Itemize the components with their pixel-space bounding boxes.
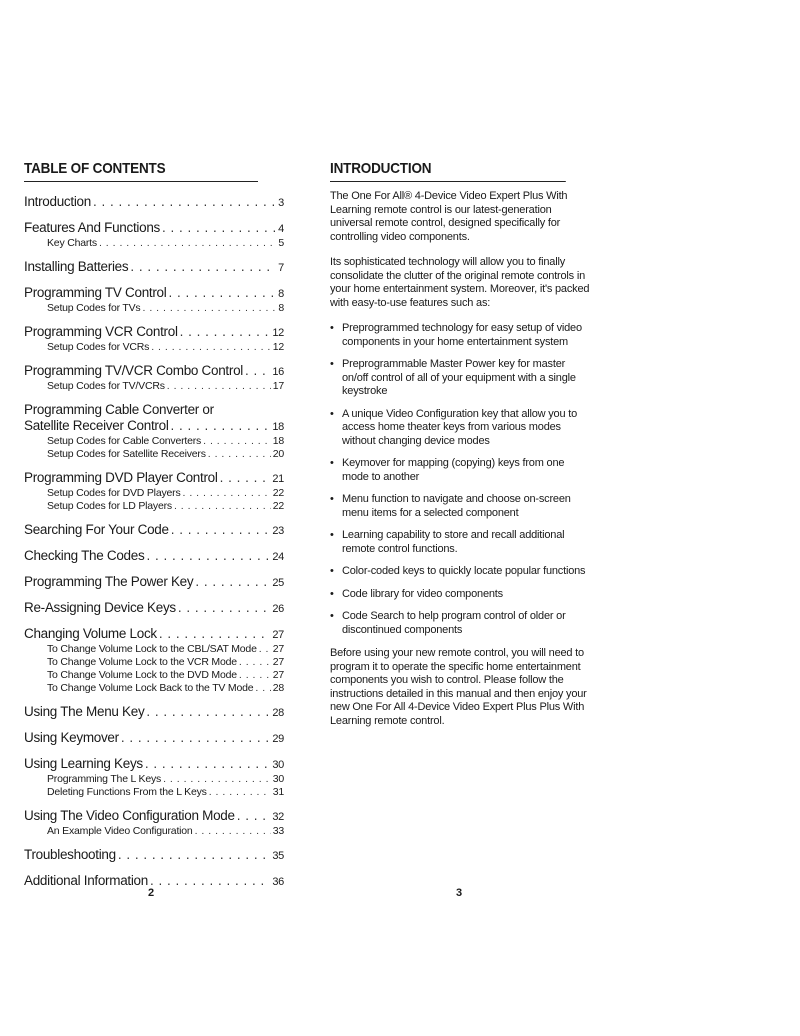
- toc-entry-title: Introduction: [24, 194, 91, 209]
- dot-leader: [195, 825, 271, 838]
- feature-list-item: [330, 358, 592, 399]
- toc-page-number: 22: [272, 500, 284, 512]
- toc-entry-title: Setup Codes for TV/VCRs: [47, 380, 165, 392]
- toc-heading: TABLE OF CONTENTS: [24, 160, 258, 182]
- dot-leader: [259, 643, 271, 656]
- toc-entry-title: Programming Cable Converter or: [24, 402, 214, 417]
- toc-entry: [24, 756, 284, 773]
- toc-subentry: [24, 302, 284, 315]
- dot-leader: [118, 847, 271, 863]
- toc-entry: [24, 402, 284, 418]
- bullet-icon: •: [330, 610, 334, 622]
- toc-entry-title: To Change Volume Lock to the VCR Mode: [47, 656, 237, 668]
- introduction-page: [330, 160, 592, 740]
- dot-leader: [146, 704, 270, 720]
- dot-leader: [174, 500, 271, 513]
- feature-list-item: [330, 588, 592, 602]
- dot-leader: [93, 194, 276, 210]
- bullet-icon: •: [330, 407, 334, 420]
- toc-page-number: 24: [272, 551, 284, 563]
- toc-entry-title: Features And Functions: [24, 220, 160, 235]
- toc-entry-title: Using The Menu Key: [24, 704, 145, 719]
- toc-entry-title: To Change Volume Lock Back to the TV Mode: [47, 682, 254, 694]
- feature-text: Preprogrammed technology for easy setup of video components in your home entertainment system: [342, 322, 582, 348]
- toc-subentry: [24, 643, 284, 656]
- toc-entry-title: Programming The L Keys: [47, 773, 162, 785]
- dot-leader: [151, 341, 271, 354]
- toc-page-number: 22: [272, 487, 284, 499]
- page-number-left: 2: [148, 887, 155, 899]
- dot-leader: [183, 487, 271, 500]
- toc-page-number: 20: [272, 448, 284, 460]
- bullet-icon: •: [330, 457, 334, 469]
- toc-page-number: 4: [278, 223, 284, 235]
- toc-entry: [24, 363, 284, 380]
- toc-list: [24, 194, 284, 890]
- toc-entry: [24, 808, 284, 825]
- toc-entry-title: Using Learning Keys: [24, 756, 143, 771]
- toc-subentry: [24, 825, 284, 838]
- toc-page-number: 18: [272, 421, 284, 433]
- dot-leader: [146, 548, 270, 564]
- toc-entry-title: Setup Codes for Cable Converters: [47, 435, 202, 447]
- dot-leader: [130, 259, 276, 275]
- feature-text: Learning capability to store and recall additional remote control functions.: [342, 529, 565, 555]
- intro-paragraph-1: The One For All® 4-Device Video Expert Plus With Learning remote control is our latest-generation universal remote control, designed specifically for controlling video components.: [330, 190, 568, 243]
- toc-entry: [24, 194, 284, 211]
- toc-entry: [24, 220, 284, 237]
- dot-leader: [142, 302, 276, 315]
- toc-subentry: [24, 435, 284, 448]
- toc-entry: [24, 847, 284, 864]
- toc-subentry: [24, 237, 284, 250]
- toc-entry: [24, 730, 284, 747]
- toc-entry: [24, 600, 284, 617]
- toc-entry-title: To Change Volume Lock to the CBL/SAT Mode: [47, 643, 257, 655]
- toc-subentry: [24, 773, 284, 786]
- dot-leader: [237, 808, 271, 824]
- intro-heading: INTRODUCTION: [330, 160, 566, 182]
- toc-entry-title: Key Charts: [47, 237, 97, 249]
- toc-entry: [24, 470, 284, 487]
- table-of-contents-page: [24, 160, 284, 890]
- toc-entry-title: Installing Batteries: [24, 259, 129, 274]
- toc-entry-title: Programming TV/VCR Combo Control: [24, 363, 243, 378]
- toc-page-number: 12: [272, 327, 284, 339]
- toc-subentry: [24, 341, 284, 354]
- toc-entry: [24, 704, 284, 721]
- feature-list-item: [330, 457, 592, 484]
- toc-entry-title: To Change Volume Lock to the DVD Mode: [47, 669, 237, 681]
- dot-leader: [195, 574, 270, 590]
- toc-entry-title: Additional Information: [24, 873, 148, 888]
- bullet-icon: •: [330, 358, 334, 370]
- toc-subentry: [24, 448, 284, 461]
- feature-text: Code library for video components: [342, 587, 503, 600]
- dot-leader: [255, 682, 270, 695]
- dot-leader: [208, 448, 271, 461]
- toc-page-number: 27: [272, 629, 284, 641]
- dot-leader: [245, 363, 270, 379]
- toc-entry-title: Setup Codes for DVD Players: [47, 487, 181, 499]
- toc-entry: [24, 259, 284, 276]
- feature-text: Keymover for mapping (copying) keys from one mode to another: [342, 457, 565, 483]
- toc-subentry: [24, 500, 284, 513]
- feature-text: Code Search to help program control of older or discontinued components: [342, 610, 566, 636]
- toc-subentry: [24, 786, 284, 799]
- toc-page-number: 18: [272, 435, 284, 447]
- feature-text: Color-coded keys to quickly locate popular functions: [342, 565, 586, 577]
- toc-page-number: 25: [272, 577, 284, 589]
- dot-leader: [167, 380, 271, 393]
- intro-paragraph-3: Before using your new remote control, you will need to program it to operate the specific home entertainment components you wish to control. Please follow the instructions detailed in this manual and then enjoy your new One For All 4-Device Video Expert Plus Plus With Learning remote control.: [330, 647, 587, 727]
- toc-page-number: 28: [272, 707, 284, 719]
- feature-list-item: [330, 493, 592, 520]
- dot-leader: [209, 786, 271, 799]
- toc-subentry: [24, 487, 284, 500]
- toc-entry: [24, 574, 284, 591]
- toc-page-number: 27: [272, 669, 284, 681]
- bullet-icon: •: [330, 322, 334, 334]
- feature-list-item: [330, 322, 592, 349]
- toc-page-number: 17: [272, 380, 284, 392]
- toc-entry-title: An Example Video Configuration: [47, 825, 193, 837]
- dot-leader: [150, 873, 270, 889]
- bullet-icon: •: [330, 529, 334, 541]
- dot-leader: [171, 522, 271, 538]
- toc-entry-title: Programming TV Control: [24, 285, 167, 300]
- toc-page-number: 32: [272, 811, 284, 823]
- dot-leader: [168, 285, 276, 301]
- toc-subentry: [24, 682, 284, 695]
- toc-page-number: 28: [272, 682, 284, 694]
- toc-entry-title: Troubleshooting: [24, 847, 116, 862]
- dot-leader: [180, 324, 271, 340]
- bullet-icon: •: [330, 493, 334, 505]
- toc-page-number: 26: [272, 603, 284, 615]
- toc-page-number: 36: [272, 876, 284, 888]
- toc-entry: [24, 522, 284, 539]
- toc-page-number: 30: [272, 773, 284, 785]
- toc-page-number: 12: [272, 341, 284, 353]
- feature-list: [330, 322, 592, 637]
- dot-leader: [171, 418, 271, 434]
- intro-paragraph-2: Its sophisticated technology will allow you to finally consolidate the clutter of the original remote controls in your home entertainment system. Moreover, it's packed with easy-to-use features such as:: [330, 256, 590, 309]
- bullet-icon: •: [330, 565, 334, 577]
- dot-leader: [220, 470, 271, 486]
- bullet-icon: •: [330, 587, 334, 600]
- toc-page-number: 8: [278, 302, 284, 314]
- toc-entry-title: Satellite Receiver Control: [24, 418, 169, 433]
- dot-leader: [239, 669, 271, 682]
- toc-page-number: 16: [272, 366, 284, 378]
- toc-entry-title: Programming DVD Player Control: [24, 470, 218, 485]
- dot-leader: [159, 626, 271, 642]
- dot-leader: [163, 773, 271, 786]
- toc-page-number: 23: [272, 525, 284, 537]
- toc-entry-title: Checking The Codes: [24, 548, 145, 563]
- toc-entry: [24, 626, 284, 643]
- toc-page-number: 30: [272, 759, 284, 771]
- toc-subentry: [24, 656, 284, 669]
- dot-leader: [203, 435, 271, 448]
- toc-subentry: [24, 380, 284, 393]
- feature-list-item: [330, 610, 592, 637]
- toc-entry-title: Using The Video Configuration Mode: [24, 808, 235, 823]
- toc-entry: [24, 285, 284, 302]
- toc-page-number: 33: [272, 825, 284, 837]
- toc-entry: [24, 548, 284, 565]
- toc-entry-title: Deleting Functions From the L Keys: [47, 786, 207, 798]
- toc-page-number: 35: [272, 850, 284, 862]
- toc-entry-title: Programming VCR Control: [24, 324, 178, 339]
- toc-page-number: 7: [278, 262, 284, 274]
- dot-leader: [239, 656, 271, 669]
- toc-page-number: 21: [272, 473, 284, 485]
- toc-entry-title: Re-Assigning Device Keys: [24, 600, 176, 615]
- toc-entry-title: Setup Codes for Satellite Receivers: [47, 448, 206, 460]
- feature-text: Menu function to navigate and choose on-screen menu items for a selected component: [342, 493, 571, 519]
- toc-subentry: [24, 669, 284, 682]
- feature-list-item: [330, 529, 592, 556]
- dot-leader: [99, 237, 276, 250]
- toc-page-number: 31: [272, 786, 284, 798]
- toc-page-number: 3: [278, 197, 284, 209]
- feature-text: A unique Video Configuration key that allow you to access home theater keys from various modes without changing device modes: [342, 407, 578, 447]
- dot-leader: [145, 756, 270, 772]
- toc-page-number: 8: [278, 288, 284, 300]
- toc-entry-title: Programming The Power Key: [24, 574, 194, 589]
- toc-page-number: 5: [278, 237, 284, 249]
- toc-page-number: 27: [272, 656, 284, 668]
- feature-list-item: [330, 408, 592, 449]
- toc-page-number: 29: [272, 733, 284, 745]
- feature-list-item: [330, 565, 592, 579]
- toc-entry-title: Setup Codes for TVs: [47, 302, 141, 314]
- toc-entry-title: Searching For Your Code: [24, 522, 169, 537]
- page-number-right: 3: [456, 887, 463, 899]
- toc-entry: [24, 418, 284, 435]
- toc-entry-title: Changing Volume Lock: [24, 626, 157, 641]
- feature-text: Preprogrammable Master Power key for master on/off control of all of your equipment with a single keystroke: [342, 358, 576, 397]
- dot-leader: [121, 730, 271, 746]
- dot-leader: [162, 220, 276, 236]
- toc-page-number: 27: [272, 643, 284, 655]
- dot-leader: [178, 600, 270, 616]
- toc-entry-title: Setup Codes for VCRs: [47, 341, 150, 353]
- toc-entry-title: Setup Codes for LD Players: [47, 500, 172, 512]
- toc-entry: [24, 324, 284, 341]
- toc-entry-title: Using Keymover: [24, 730, 119, 745]
